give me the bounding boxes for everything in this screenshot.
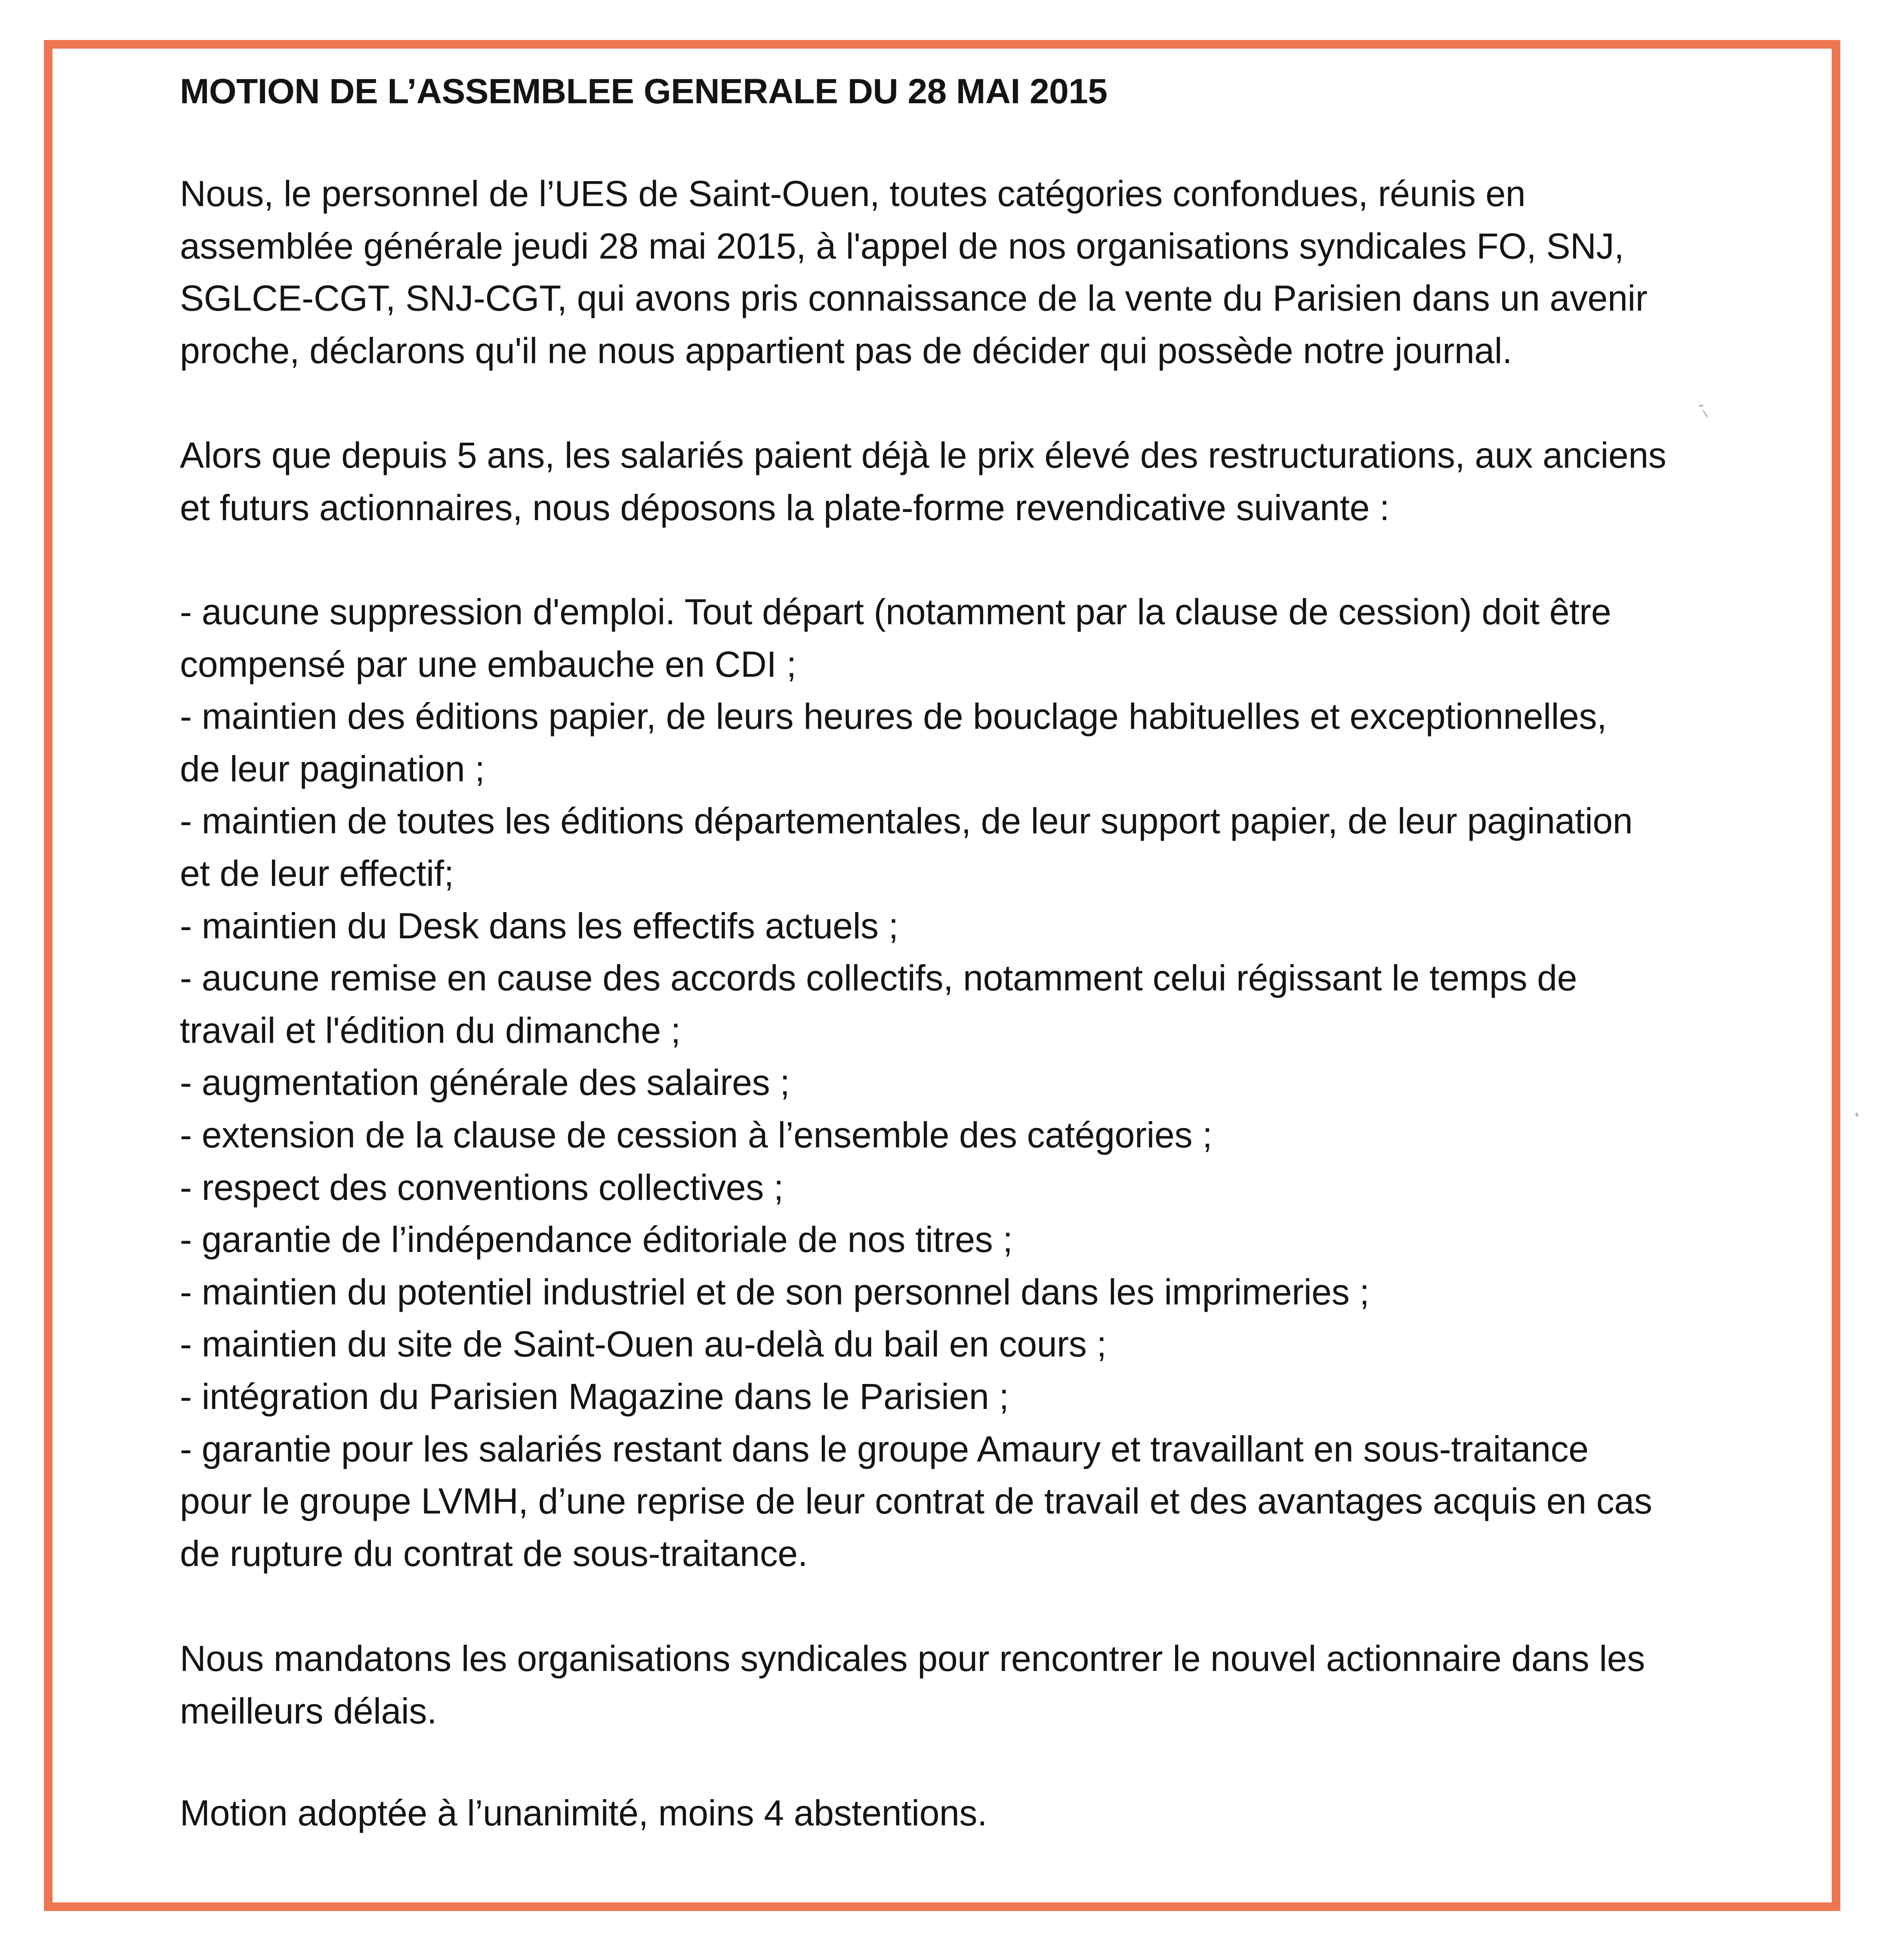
demand-line: de rupture du contrat de sous-traitance. bbox=[180, 1533, 808, 1574]
demand-line: - aucune remise en cause des accords collectifs, notamment celui régissant le temps de bbox=[180, 958, 1577, 999]
demand-line: - garantie de l’indépendance éditoriale de nos titres ; bbox=[180, 1219, 1013, 1260]
text-line: meilleurs délais. bbox=[180, 1690, 437, 1731]
text-line: assemblée générale jeudi 28 mai 2015, à l'appel de nos organisations syndicales FO, SNJ, bbox=[180, 225, 1624, 266]
text-line: et futurs actionnaires, nous déposons la plate-forme revendicative suivante : bbox=[180, 487, 1390, 528]
demand-line: - garantie pour les salariés restant dans le groupe Amaury et travaillant en sous-traitance bbox=[180, 1428, 1589, 1469]
demand-line: - aucune suppression d'emploi. Tout départ (notamment par la clause de cession) doit être bbox=[180, 592, 1611, 632]
demand-line: - maintien du Desk dans les effectifs actuels ; bbox=[180, 905, 898, 946]
text-line: SGLCE-CGT, SNJ-CGT, qui avons pris connaissance de la vente du Parisien dans un avenir bbox=[180, 278, 1648, 319]
mandate-paragraph bbox=[180, 1633, 1645, 1737]
demand-line: - augmentation générale des salaires ; bbox=[180, 1062, 790, 1103]
text-line: Motion adoptée à l’unanimité, moins 4 abstentions. bbox=[180, 1793, 987, 1833]
scan-speck bbox=[1855, 1113, 1858, 1117]
vote-result-paragraph bbox=[180, 1787, 987, 1840]
demand-line: - maintien des éditions papier, de leurs heures de bouclage habituelles et exceptionnelles, bbox=[180, 696, 1607, 737]
text-line: Nous, le personnel de l’UES de Saint-Ouen, toutes catégories confondues, réunis en bbox=[180, 173, 1526, 214]
demand-line: compensé par une embauche en CDI ; bbox=[180, 644, 796, 684]
demand-line: pour le groupe LVMH, d’une reprise de leur contrat de travail et des avantages acquis en cas bbox=[180, 1481, 1652, 1522]
demand-line: - maintien du potentiel industriel et de son personnel dans les imprimeries ; bbox=[180, 1271, 1370, 1312]
demand-line: de leur pagination ; bbox=[180, 748, 485, 789]
demand-line: travail et l'édition du dimanche ; bbox=[180, 1010, 681, 1051]
demand-line: - intégration du Parisien Magazine dans le Parisien ; bbox=[180, 1376, 1009, 1417]
demand-line: - respect des conventions collectives ; bbox=[180, 1167, 784, 1208]
intro-paragraph bbox=[180, 168, 1648, 377]
demand-line: - extension de la clause de cession à l’ensemble des catégories ; bbox=[180, 1114, 1213, 1155]
demand-line: - maintien de toutes les éditions départementales, de leur support papier, de leur pagination bbox=[180, 801, 1633, 841]
document-title bbox=[180, 65, 1107, 118]
demand-line: et de leur effectif; bbox=[180, 853, 454, 894]
text-line: Alors que depuis 5 ans, les salariés paient déjà le prix élevé des restructurations, aux anciens bbox=[180, 435, 1666, 475]
text-line: Nous mandatons les organisations syndicales pour rencontrer le nouvel actionnaire dans les bbox=[180, 1638, 1645, 1679]
text-line: proche, déclarons qu'il ne nous appartient pas de décider qui possède notre journal. bbox=[180, 330, 1512, 371]
platform-intro-paragraph bbox=[180, 429, 1666, 534]
title-text: MOTION DE L’ASSEMBLEE GENERALE DU 28 MAI 2015 bbox=[180, 72, 1108, 111]
demands-list bbox=[180, 586, 1652, 1580]
demand-line: - maintien du site de Saint-Ouen au-delà du bail en cours ; bbox=[180, 1324, 1107, 1365]
